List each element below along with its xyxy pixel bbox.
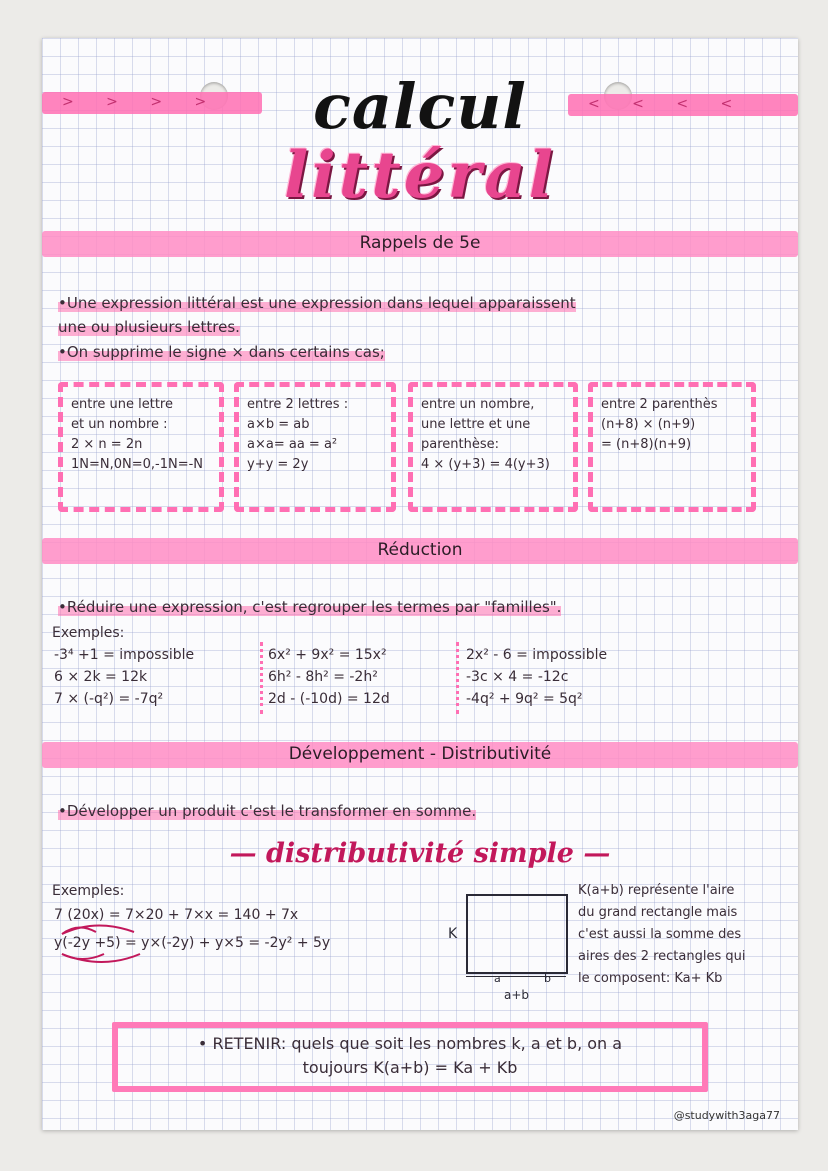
dimension-label-a: a (494, 972, 501, 985)
notebook-sheet (42, 38, 798, 1130)
rappels-bullet-3: •On supprime le signe × dans certains cas; (58, 343, 385, 361)
dimension-line (466, 976, 566, 977)
reduction-bullet: •Réduire une expression, c'est regrouper les termes par "familles". (58, 598, 562, 616)
rule-box-lettre-nombre: entre une lettre et un nombre : 2 × n = 2n 1N=N,0N=0,-1N=-N (58, 382, 224, 512)
dimension-label-total: a+b (504, 988, 530, 1002)
distribution-arrows (56, 918, 176, 958)
right-decoration: < < < < (588, 96, 747, 112)
dimension-label-b: b (544, 972, 551, 985)
developpement-bullet: •Développer un produit c'est le transformer en somme. (58, 802, 477, 820)
reduction-separator-1 (260, 642, 263, 714)
retenir-line-1: • RETENIR: quels que soit les nombres k, a et b, on a (197, 1034, 623, 1053)
area-rectangle (466, 894, 568, 974)
author-signature: @studywith3aga77 (673, 1109, 780, 1122)
retenir-box (112, 1022, 708, 1092)
reduction-column-2: 6x² + 9x² = 15x² 6h² - 8h² = -2h² 2d - (-10d) = 12d (268, 647, 390, 707)
developpement-examples-label: Exemples: (52, 883, 125, 899)
reduction-column-1: -3⁴ +1 = impossible 6 × 2k = 12k 7 × (-q²) = -7q² (54, 647, 195, 707)
reduction-separator-2 (456, 642, 459, 714)
retenir-line-2: toujours K(a+b) = Ka + Kb (302, 1058, 518, 1077)
section-heading-reduction: Réduction (377, 540, 463, 560)
reduction-examples-label: Exemples: (52, 625, 125, 641)
page-title-litteral: littéral (284, 138, 556, 213)
rule-box-deux-parentheses: entre 2 parenthès (n+8) × (n+9) = (n+8)(n+9) (588, 382, 756, 512)
page-title-calcul: calcul (313, 70, 527, 143)
distributivite-subtitle: — distributivité simple — (229, 838, 611, 869)
developpement-example-1: 7 (20x) = 7×20 + 7×x = 140 + 7x (54, 907, 299, 923)
rappels-bullet-1: •Une expression littéral est une expression dans lequel apparaissent (58, 294, 576, 312)
developpement-example-2: y(-2y +5) = y×(-2y) + y×5 = -2y² + 5y (54, 935, 331, 951)
section-heading-rappels: Rappels de 5e (359, 233, 481, 253)
area-explanation: K(a+b) représente l'aire du grand rectangle mais c'est aussi la somme des aires des 2 rectangles qui le composent: Ka+ Kb (578, 883, 746, 986)
left-decoration: > > > > (62, 94, 221, 110)
rule-box-deux-lettres: entre 2 lettres : a×b = ab a×a= aa = a² y+y = 2y (234, 382, 396, 512)
section-heading-developpement: Développement - Distributivité (288, 744, 552, 764)
rectangle-side-label: K (448, 926, 458, 942)
reduction-column-3: 2x² - 6 = impossible -3c × 4 = -12c -4q² + 9q² = 5q² (466, 647, 608, 707)
rule-box-parenthese: entre un nombre, une lettre et une parenthèse: 4 × (y+3) = 4(y+3) (408, 382, 578, 512)
rappels-bullet-2: une ou plusieurs lettres. (58, 318, 240, 336)
